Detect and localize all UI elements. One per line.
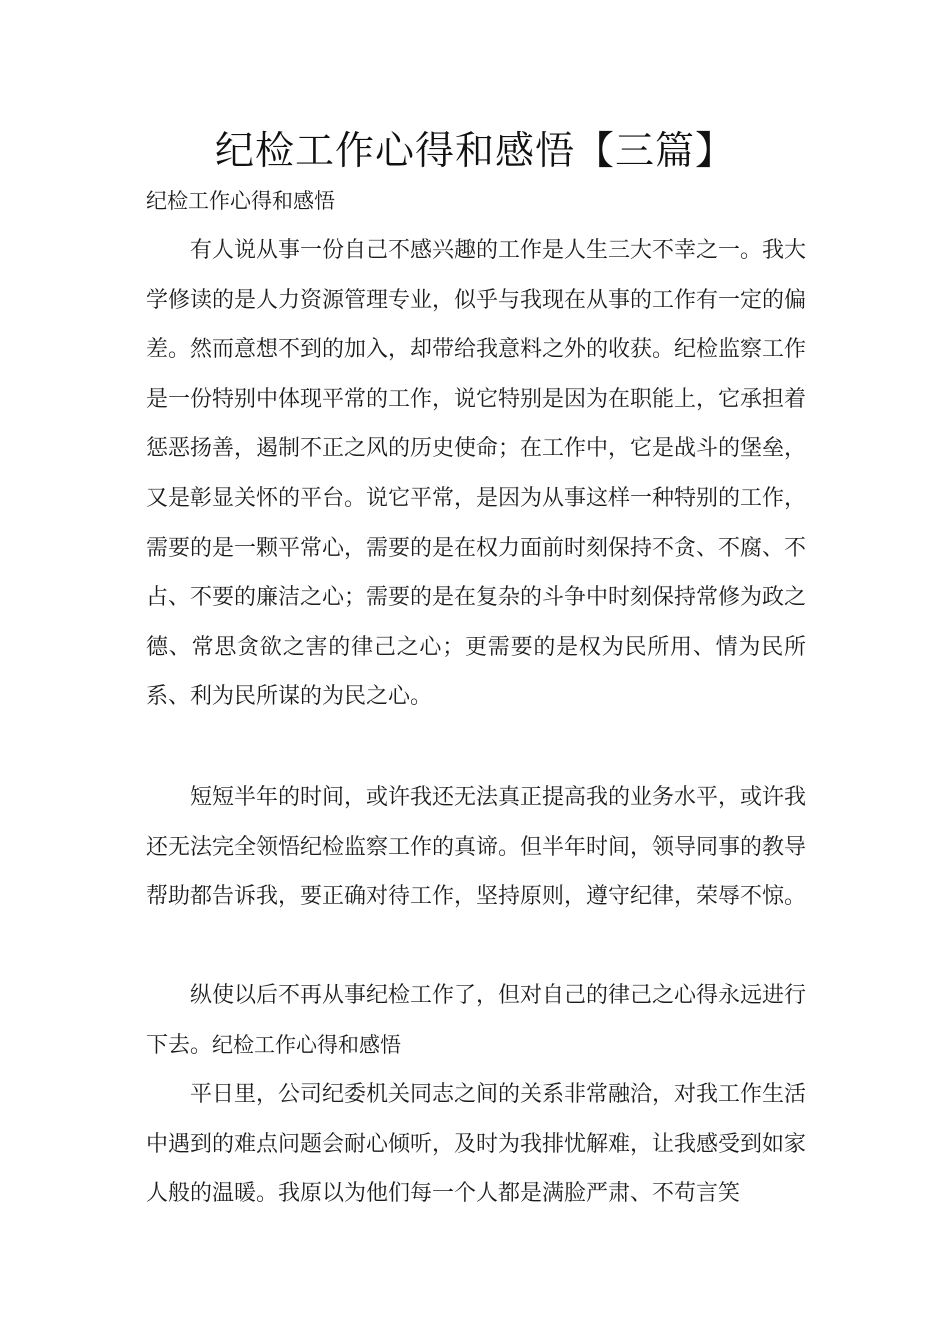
paragraph: 短短半年的时间，或许我还无法真正提高我的业务水平，或许我还无法完全领悟纪检监察工作的真谛。但半年时间，领导同事的教导帮助都告诉我，要正确对待工作，坚持原则，遵守纪律，荣辱不惊。 bbox=[146, 785, 807, 910]
section-heading: 纪检工作心得和感悟 bbox=[146, 189, 335, 213]
section-heading-inline: 纪检工作心得和感悟 bbox=[212, 1032, 402, 1057]
paragraph: 有人说从事一份自己不感兴趣的工作是人生三大不幸之一。我大学修读的是人力资源管理专业，似乎与我现在从事的工作有一定的偏差。然而意想不到的加入，却带给我意料之外的收获。纪检监察工作是一份特别中体现平常的工作，说它特别是因为在职能上，它承担着惩恶扬善，遏制不正之风的历史使命；在工作中，它是战斗的堡垒，又是彰显关怀的平台。说它平常，是因为从事这样一种特别的工作，需要的是一颗平常心，需要的是在权力面前时刻保持不贪、不腐、不占、不要的廉洁之心；需要的是在复杂的斗争中时刻保持常修为政之德、常思贪欲之害的律己之心；更需要的是权为民所用、情为民所系、利为民所谋的为民之心。 bbox=[146, 238, 807, 710]
document-title: 纪检工作心得和感悟【三篇】 bbox=[214, 129, 735, 174]
paragraph bbox=[146, 971, 806, 1070]
paragraph-text: 纵使以后不再从事纪检工作了，但对自己的律己之心得永远进行下去。 bbox=[146, 983, 807, 1058]
paragraph: 平日里，公司纪委机关同志之间的关系非常融洽，对我工作生活中遇到的难点问题会耐心倾听，及时为我排忧解难，让我感受到如家人般的温暖。我原以为他们每一个人都是满脸严肃、不苟言笑 bbox=[146, 1082, 807, 1207]
